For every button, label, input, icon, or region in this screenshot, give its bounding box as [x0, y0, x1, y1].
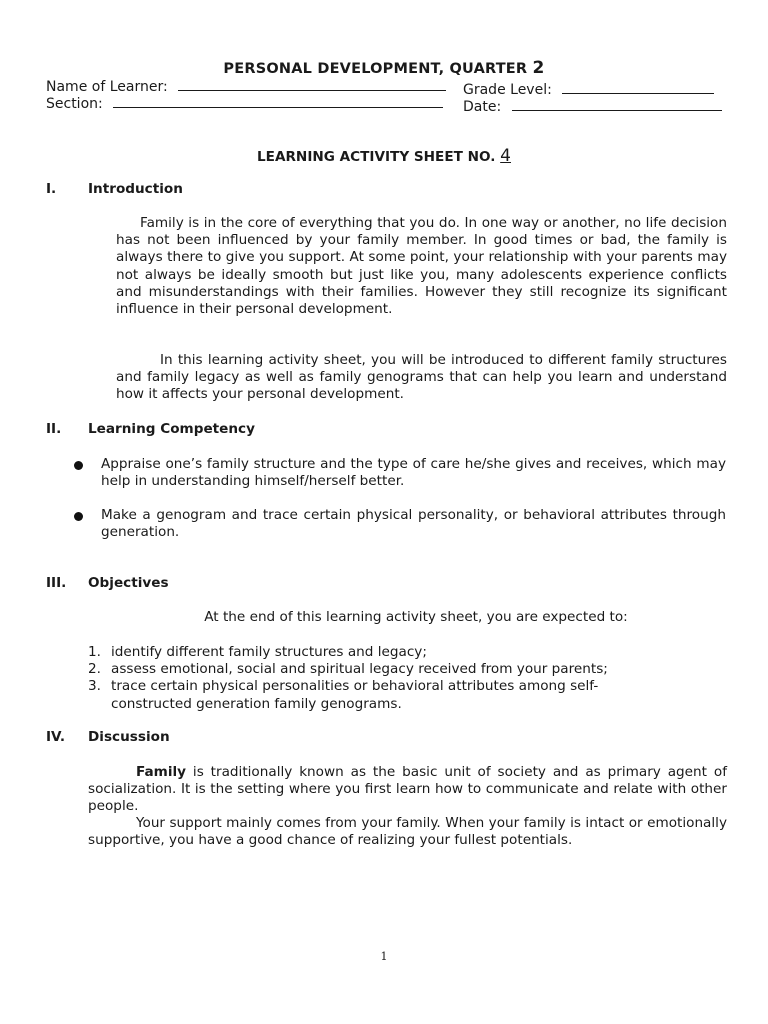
heading-text: Learning Competency	[88, 421, 255, 437]
heading-text: Objectives	[88, 575, 169, 591]
title-text: PERSONAL DEVELOPMENT, QUARTER	[223, 61, 528, 77]
document-title	[0, 58, 768, 78]
section-numeral: II.	[46, 421, 62, 437]
objectives-list	[88, 644, 688, 713]
introduction-paragraph-1: Family is in the core of everything that you do. In one way or another, no life decision has not been influenced by your family member. In good times or bad, the family is always there to give you support. At some point, your relationship with your parents may not always be ideally smooth but just like you, many adolescents experience conflicts and misunderstandings with their families. However they still recognize its significant influence in their personal development.	[116, 215, 727, 318]
heading-text: Introduction	[88, 181, 183, 197]
name-label: Name of Learner:	[46, 79, 168, 95]
discussion-paragraph-2: Your support mainly comes from your family. When your family is intact or emotionally supportive, you have a good chance of realizing your fullest potentials.	[88, 815, 727, 849]
section-numeral: I.	[46, 181, 57, 197]
item-number: 1.	[88, 644, 101, 660]
date-field	[463, 97, 722, 115]
discussion-paragraph-1	[88, 764, 727, 816]
item-text: assess emotional, social and spiritual legacy received from your parents;	[111, 661, 608, 678]
section-label: Section:	[46, 96, 103, 112]
list-item	[88, 678, 671, 712]
item-number: 2.	[88, 661, 101, 678]
section-numeral: IV.	[46, 729, 65, 745]
bullet-text: Appraise one’s family structure and the type of care he/she gives and receives, which may help in understanding himself/herself better.	[101, 456, 726, 490]
quarter-number: 2	[532, 58, 545, 78]
bullet-icon	[74, 461, 83, 470]
objectives-heading	[46, 575, 169, 591]
item-text: identify different family structures and legacy;	[111, 644, 427, 660]
competency-heading	[46, 421, 255, 437]
grade-field	[463, 80, 714, 98]
sheet-title	[0, 146, 768, 166]
list-item	[88, 661, 688, 678]
name-field	[46, 77, 446, 95]
heading-text: Discussion	[88, 729, 170, 745]
section-numeral: III.	[46, 575, 67, 591]
sheet-title-text: LEARNING ACTIVITY SHEET NO.	[257, 149, 496, 165]
name-blank[interactable]	[178, 77, 446, 91]
list-item	[88, 644, 688, 661]
grade-blank[interactable]	[562, 80, 714, 94]
section-field	[46, 94, 443, 112]
item-text: trace certain physical personalities or behavioral attributes among self-constructed generation family genograms.	[111, 678, 599, 712]
sheet-number: 4	[500, 146, 511, 166]
discussion-text: is traditionally known as the basic unit of society and as primary agent of socialization. It is the setting where you first learn how to communicate and relate with other people.	[88, 764, 727, 815]
introduction-paragraph-2: In this learning activity sheet, you will be introduced to different family structures and family legacy as well as family genograms that can help you learn and understand how it affects your personal development.	[116, 352, 727, 403]
grade-label: Grade Level:	[463, 82, 552, 98]
discussion-heading	[46, 729, 170, 745]
section-blank[interactable]	[113, 94, 443, 108]
bullet-icon	[74, 512, 83, 521]
date-blank[interactable]	[512, 97, 722, 111]
objectives-intro: At the end of this learning activity sheet, you are expected to:	[204, 609, 628, 625]
bullet-text: Make a genogram and trace certain physical personality, or behavioral attributes through generation.	[101, 507, 726, 541]
family-term: Family	[136, 764, 187, 780]
page-number: 1	[380, 950, 388, 963]
introduction-heading	[46, 181, 183, 197]
item-number: 3.	[88, 678, 101, 695]
date-label: Date:	[463, 99, 502, 115]
